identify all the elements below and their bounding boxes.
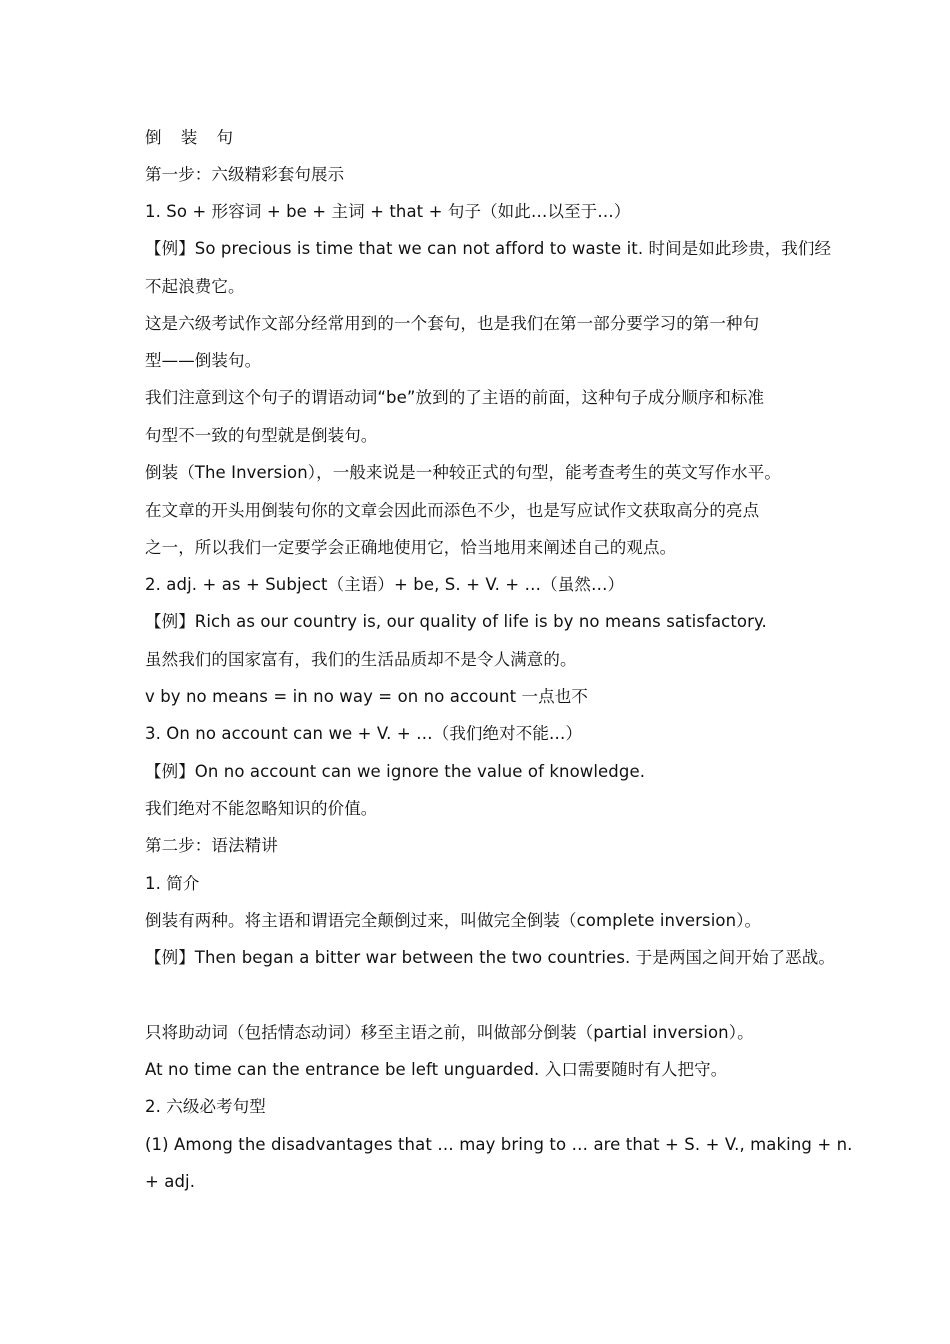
vocabulary-note: v by no means = in no way = on no account 一点也不 — [145, 687, 588, 706]
document-title: 倒 装 句 — [145, 128, 240, 147]
section-1-heading: 1. 简介 — [145, 874, 200, 893]
example-2-translation: 虽然我们的国家富有，我们的生活品质却不是令人满意的。 — [145, 650, 577, 669]
step-two-heading: 第二步：语法精讲 — [145, 836, 278, 855]
paragraph-3-line-2: 在文章的开头用倒装句你的文章会因此而添色不少，也是写应试作文获取高分的亮点 — [145, 501, 760, 520]
pattern-list-item-1-line-2: + adj. — [145, 1172, 196, 1191]
example-3-translation: 我们绝对不能忽略知识的价值。 — [145, 799, 378, 818]
paragraph-3-line-1: 倒装（The Inversion），一般来说是一种较正式的句型，能考查考生的英文写作水平。 — [145, 463, 781, 482]
example-1-line-2: 不起浪费它。 — [145, 277, 245, 296]
paragraph-2-line-1: 我们注意到这个句子的谓语动词“be”放到的了主语的前面，这种句子成分顺序和标准 — [145, 388, 765, 407]
example-1-line-1: 【例】So precious is time that we can not afford to waste it. 时间是如此珍贵，我们经 — [145, 239, 832, 258]
section-2-heading: 2. 六级必考句型 — [145, 1097, 266, 1116]
paragraph-2-line-2: 句型不一致的句型就是倒装句。 — [145, 426, 378, 445]
full-inversion-definition: 倒装有两种。将主语和谓语完全颠倒过来，叫做完全倒装（complete inversion）。 — [145, 911, 762, 930]
example-2: 【例】Rich as our country is, our quality of life is by no means satisfactory. — [145, 612, 767, 631]
example-3: 【例】On no account can we ignore the value of knowledge. — [145, 762, 646, 781]
pattern-3: 3. On no account can we + V. + …（我们绝对不能…） — [145, 724, 583, 743]
pattern-2: 2. adj. + as + Subject（主语）+ be, S. + V. + …（虽然…） — [145, 575, 625, 594]
pattern-1: 1. So + 形容词 + be + 主词 + that + 句子（如此…以至于…） — [145, 202, 631, 221]
paragraph-3-line-3: 之一，所以我们一定要学会正确地使用它，恰当地用来阐述自己的观点。 — [145, 538, 677, 557]
paragraph-1-line-2: 型——倒装句。 — [145, 351, 262, 370]
step-one-heading: 第一步：六级精彩套句展示 — [145, 165, 345, 184]
full-inversion-example: 【例】Then began a bitter war between the two countries. 于是两国之间开始了恶战。 — [145, 948, 835, 967]
partial-inversion-definition: 只将助动词（包括情态动词）移至主语之前，叫做部分倒装（partial inversion）。 — [145, 1023, 754, 1042]
pattern-list-item-1-line-1: (1) Among the disadvantages that … may bring to … are that + S. + V., making + n. — [145, 1135, 853, 1154]
partial-inversion-example: At no time can the entrance be left unguarded. 入口需要随时有人把守。 — [145, 1060, 728, 1079]
paragraph-1-line-1: 这是六级考试作文部分经常用到的一个套句，也是我们在第一部分要学习的第一种句 — [145, 314, 760, 333]
